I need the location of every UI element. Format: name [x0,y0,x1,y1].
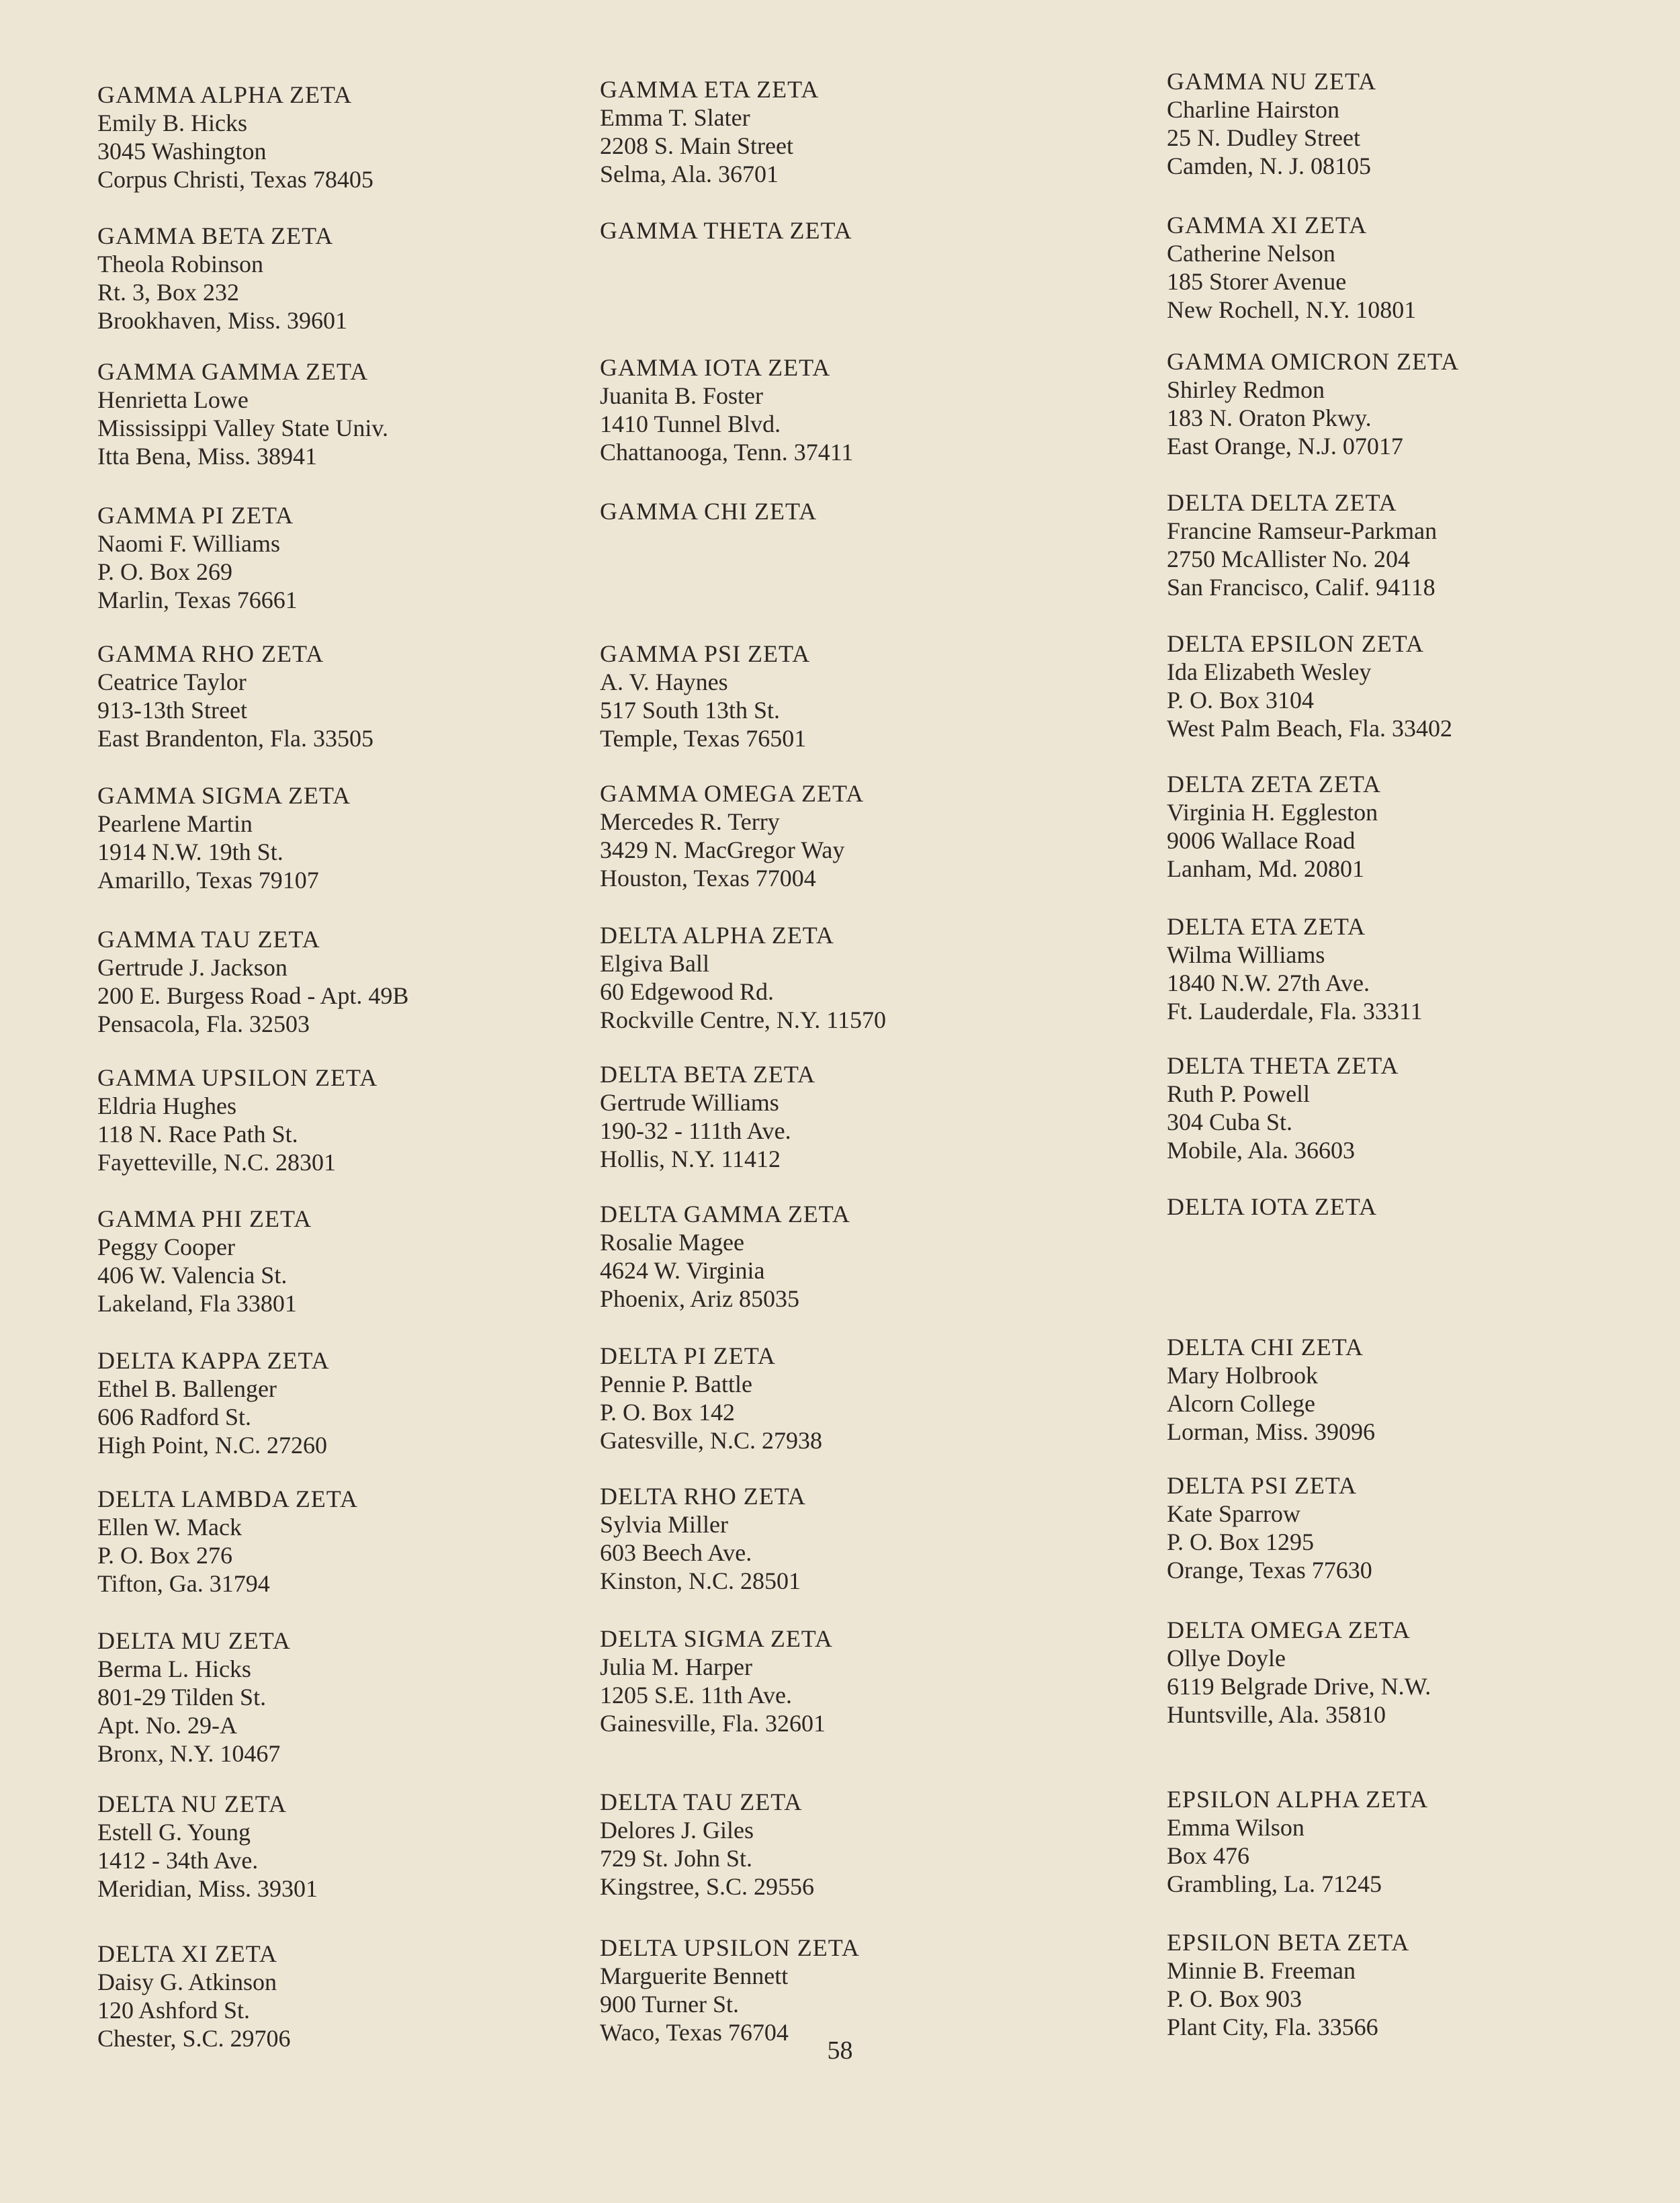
address-line: Lorman, Miss. 39096 [1167,1418,1375,1445]
chapter-name: DELTA DELTA ZETA [1167,489,1397,516]
address-line: Houston, Texas 77004 [600,865,816,892]
address-line: P. O. Box 269 [97,558,233,585]
chapter-name: GAMMA BETA ZETA [97,222,334,249]
address-line: San Francisco, Calif. 94118 [1167,574,1435,601]
address-line: Phoenix, Ariz 85035 [600,1285,799,1312]
chapter-name: DELTA PI ZETA [600,1342,776,1369]
address-line: Box 476 [1167,1842,1250,1869]
chapter-entry [97,357,608,470]
chapter-name: DELTA MU ZETA [97,1627,291,1654]
address-line: Camden, N. J. 08105 [1167,153,1371,179]
address-line: New Rochell, N.Y. 10801 [1167,296,1417,323]
address-line: Alcorn College [1167,1390,1315,1417]
contact-name: Francine Ramseur-Parkman [1167,517,1438,544]
contact-name: Eldria Hughes [97,1092,236,1119]
address-line: P. O. Box 3104 [1167,687,1315,714]
chapter-name: GAMMA ALPHA ZETA [97,81,353,108]
address-line: 118 N. Race Path St. [97,1121,298,1148]
chapter-name: GAMMA UPSILON ZETA [97,1064,378,1091]
chapter-entry [1167,1333,1677,1446]
contact-name: Elgiva Ball [600,950,709,977]
contact-name: Sylvia Miller [600,1511,728,1538]
address-line: P. O. Box 276 [97,1542,233,1569]
chapter-name: GAMMA PI ZETA [97,502,294,529]
address-line: Kingstree, S.C. 29556 [600,1873,814,1900]
chapter-name: GAMMA RHO ZETA [97,640,324,667]
chapter-entry [600,1482,1110,1595]
contact-name: Virginia H. Eggleston [1167,799,1378,826]
chapter-entry [1167,1616,1677,1729]
chapter-entry [97,81,608,193]
address-line: 25 N. Dudley Street [1167,124,1360,151]
chapter-name: DELTA GAMMA ZETA [600,1201,850,1227]
contact-name: Estell G. Young [97,1819,251,1846]
chapter-name: GAMMA ETA ZETA [600,76,820,103]
contact-name: Kate Sparrow [1167,1500,1300,1527]
chapter-name: GAMMA OMEGA ZETA [600,780,865,807]
address-line: 603 Beech Ave. [600,1539,752,1566]
address-line: Selma, Ala. 36701 [600,161,779,187]
chapter-name: DELTA SIGMA ZETA [600,1625,833,1652]
contact-name: Ellen W. Mack [97,1514,242,1541]
chapter-name: DELTA ETA ZETA [1167,913,1366,940]
chapter-entry [600,1934,1110,2046]
chapter-name: DELTA PSI ZETA [1167,1472,1357,1499]
chapter-entry [1167,630,1677,742]
address-line: Huntsville, Ala. 35810 [1167,1701,1386,1728]
chapter-name: DELTA TAU ZETA [600,1788,803,1815]
chapter-name: GAMMA TAU ZETA [97,926,320,953]
chapter-name: GAMMA GAMMA ZETA [97,358,369,385]
chapter-entry [97,1627,608,1768]
address-line: Waco, Texas 76704 [600,2019,789,2046]
contact-name: Ida Elizabeth Wesley [1167,658,1372,685]
contact-name: Delores J. Giles [600,1817,754,1844]
contact-name: Gertrude J. Jackson [97,954,288,981]
address-line: East Brandenton, Fla. 33505 [97,725,373,752]
chapter-name: DELTA OMEGA ZETA [1167,1616,1411,1643]
address-line: 2750 McAllister No. 204 [1167,546,1410,572]
address-line: 304 Cuba St. [1167,1109,1293,1135]
address-line: P. O. Box 903 [1167,1985,1302,2012]
address-line: 517 South 13th St. [600,697,781,724]
chapter-name: DELTA IOTA ZETA [1167,1193,1377,1220]
contact-name: Pennie P. Battle [600,1371,752,1397]
chapter-entry [1167,211,1677,324]
address-line: East Orange, N.J. 07017 [1167,433,1403,460]
address-line: Tifton, Ga. 31794 [97,1570,270,1597]
chapter-name: DELTA KAPPA ZETA [97,1347,330,1374]
chapter-entry [1167,912,1677,1025]
chapter-entry [600,1342,1110,1455]
address-line: 3045 Washington [97,138,267,165]
address-line: 1205 S.E. 11th Ave. [600,1682,792,1709]
contact-name: Henrietta Lowe [97,386,249,413]
chapter-name: DELTA BETA ZETA [600,1061,815,1088]
address-line: Chester, S.C. 29706 [97,2025,291,2052]
chapter-name: GAMMA IOTA ZETA [600,354,831,381]
address-line: 606 Radford St. [97,1403,251,1430]
address-line: Fayetteville, N.C. 28301 [97,1149,336,1176]
chapter-name: GAMMA NU ZETA [1167,68,1377,95]
chapter-name: DELTA XI ZETA [97,1940,277,1967]
address-line: Mobile, Ala. 36603 [1167,1137,1355,1164]
address-line: 913-13th Street [97,697,247,724]
address-line: 9006 Wallace Road [1167,827,1356,854]
page-number: 58 [827,2036,853,2065]
chapter-entry [600,216,1110,245]
contact-name: Emily B. Hicks [97,110,247,136]
contact-name: Catherine Nelson [1167,240,1335,267]
address-line: Gatesville, N.C. 27938 [600,1427,822,1454]
address-line: 200 E. Burgess Road - Apt. 49B [97,982,409,1009]
chapter-name: DELTA RHO ZETA [600,1483,806,1510]
contact-name: Emma T. Slater [600,104,750,131]
contact-name: Shirley Redmon [1167,376,1325,403]
chapter-entry [600,779,1110,892]
address-line: Rt. 3, Box 232 [97,279,240,306]
address-line: P. O. Box 1295 [1167,1528,1315,1555]
chapter-name: DELTA ALPHA ZETA [600,922,834,949]
address-line: 1914 N.W. 19th St. [97,838,283,865]
contact-name: Emma Wilson [1167,1814,1305,1841]
address-line: High Point, N.C. 27260 [97,1432,328,1459]
address-line: Corpus Christi, Texas 78405 [97,166,373,193]
address-line: 183 N. Oraton Pkwy. [1167,404,1372,431]
contact-name: Rosalie Magee [600,1229,744,1256]
contact-name: Ceatrice Taylor [97,668,247,695]
address-line: Lakeland, Fla 33801 [97,1290,297,1317]
address-line: Gainesville, Fla. 32601 [600,1710,826,1737]
address-line: Apt. No. 29-A [97,1712,237,1739]
chapter-name: DELTA ZETA ZETA [1167,771,1381,797]
contact-name: Minnie B. Freeman [1167,1957,1356,1984]
address-line: Bronx, N.Y. 10467 [97,1740,281,1767]
chapter-entry [1167,1471,1677,1584]
chapter-name: DELTA CHI ZETA [1167,1334,1364,1360]
chapter-entry [1167,1928,1677,2041]
contact-name: A. V. Haynes [600,668,728,695]
contact-name: Peggy Cooper [97,1234,235,1260]
address-line: Temple, Texas 76501 [600,725,807,752]
contact-name: Mary Holbrook [1167,1362,1318,1389]
address-line: 1840 N.W. 27th Ave. [1167,969,1370,996]
address-line: Brookhaven, Miss. 39601 [97,307,347,334]
chapter-entry [97,925,608,1038]
address-line: Ft. Lauderdale, Fla. 33311 [1167,998,1423,1025]
contact-name: Mercedes R. Terry [600,808,780,835]
address-line: 801-29 Tilden St. [97,1684,267,1711]
address-line: 60 Edgewood Rd. [600,978,774,1005]
contact-name: Marguerite Bennett [600,1962,789,1989]
chapter-name: EPSILON BETA ZETA [1167,1929,1410,1956]
chapter-name: GAMMA PHI ZETA [97,1205,312,1232]
contact-name: Ollye Doyle [1167,1645,1286,1672]
address-line: Rockville Centre, N.Y. 11570 [600,1006,886,1033]
chapter-name: DELTA LAMBDA ZETA [97,1485,358,1512]
chapter-entry [97,781,608,894]
address-line: Hollis, N.Y. 11412 [600,1146,781,1172]
chapter-entry [1167,1785,1677,1898]
chapter-name: EPSILON ALPHA ZETA [1167,1786,1429,1813]
contact-name: Berma L. Hicks [97,1655,251,1682]
contact-name: Daisy G. Atkinson [97,1969,277,1995]
chapter-entry [1167,67,1677,180]
address-line: Orange, Texas 77630 [1167,1557,1372,1584]
contact-name: Wilma Williams [1167,941,1325,968]
address-line: Amarillo, Texas 79107 [97,867,319,894]
contact-name: Julia M. Harper [600,1653,752,1680]
chapter-entry [97,1485,608,1598]
chapter-name: GAMMA CHI ZETA [600,498,817,525]
address-line: P. O. Box 142 [600,1399,736,1426]
address-line: 120 Ashford St. [97,1997,251,2024]
chapter-entry [97,1790,608,1903]
address-line: 6119 Belgrade Drive, N.W. [1167,1673,1431,1700]
address-line: Plant City, Fla. 33566 [1167,2014,1378,2040]
contact-name: Gertrude Williams [600,1089,779,1116]
address-line: 3429 N. MacGregor Way [600,836,845,863]
address-line: 190-32 - 111th Ave. [600,1117,791,1144]
chapter-entry [600,1788,1110,1901]
address-line: 2208 S. Main Street [600,132,793,159]
chapter-name: DELTA UPSILON ZETA [600,1934,860,1961]
contact-name: Naomi F. Williams [97,530,281,557]
address-line: 900 Turner St. [600,1991,740,2018]
address-line: Pensacola, Fla. 32503 [97,1010,310,1037]
chapter-entry [97,1346,608,1459]
chapter-name: GAMMA XI ZETA [1167,212,1368,239]
chapter-name: GAMMA SIGMA ZETA [97,782,351,809]
chapter-entry [1167,347,1677,460]
chapter-name: DELTA NU ZETA [97,1790,287,1817]
address-line: Meridian, Miss. 39301 [97,1875,318,1902]
chapter-entry [600,921,1110,1034]
chapter-entry [600,353,1110,466]
chapter-entry [600,497,1110,525]
chapter-entry [600,1060,1110,1173]
chapter-name: DELTA THETA ZETA [1167,1052,1399,1079]
address-line: West Palm Beach, Fla. 33402 [1167,715,1453,742]
contact-name: Charline Hairston [1167,96,1339,123]
contact-name: Ethel B. Ballenger [97,1375,277,1402]
chapter-name: GAMMA PSI ZETA [600,640,811,667]
address-line: Chattanooga, Tenn. 37411 [600,439,854,466]
address-line: 406 W. Valencia St. [97,1262,288,1289]
chapter-entry [600,1625,1110,1737]
chapter-entry [97,640,608,752]
address-line: Kinston, N.C. 28501 [600,1567,801,1594]
address-line: Marlin, Texas 76661 [97,587,298,613]
chapter-entry [1167,1051,1677,1164]
address-line: 1410 Tunnel Blvd. [600,411,781,437]
address-line: 1412 - 34th Ave. [97,1847,259,1874]
chapter-name: GAMMA THETA ZETA [600,217,852,244]
contact-name: Theola Robinson [97,251,263,277]
chapter-entry [1167,488,1677,601]
address-line: 729 St. John St. [600,1845,753,1872]
address-line: Grambling, La. 71245 [1167,1870,1382,1897]
chapter-entry [97,1064,608,1176]
chapter-name: GAMMA OMICRON ZETA [1167,348,1460,375]
chapter-entry [600,1200,1110,1313]
chapter-entry [600,75,1110,188]
chapter-entry [1167,770,1677,883]
contact-name: Pearlene Martin [97,810,253,837]
chapter-name: DELTA EPSILON ZETA [1167,630,1424,657]
contact-name: Ruth P. Powell [1167,1080,1311,1107]
chapter-entry [97,1205,608,1318]
chapter-entry [97,501,608,614]
contact-name: Juanita B. Foster [600,382,763,409]
chapter-entry [97,222,608,335]
chapter-entry [1167,1193,1677,1221]
chapter-entry [600,640,1110,752]
address-line: 185 Storer Avenue [1167,268,1347,295]
address-line: Mississippi Valley State Univ. [97,415,389,441]
address-line: Lanham, Md. 20801 [1167,855,1364,882]
address-line: Itta Bena, Miss. 38941 [97,443,317,470]
address-line: 4624 W. Virginia [600,1257,765,1284]
